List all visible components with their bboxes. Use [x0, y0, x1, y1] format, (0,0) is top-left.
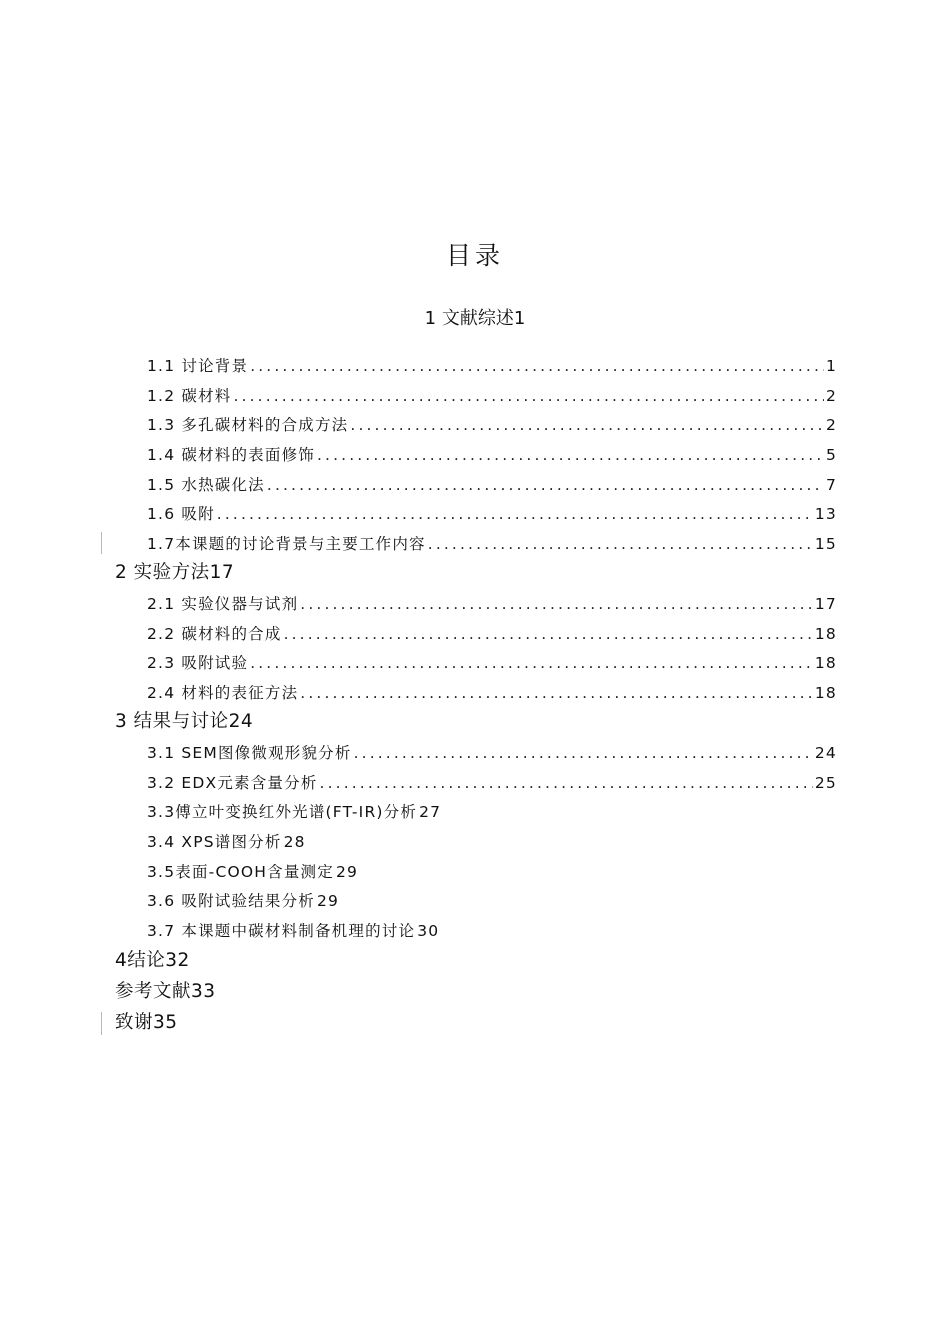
toc-entry-3-3 [147, 799, 441, 825]
toc-entry-page: 2 [825, 416, 837, 434]
toc-entry-page: 25 [814, 774, 837, 792]
dot-leader [233, 383, 823, 409]
toc-entry-page: 18 [814, 654, 837, 672]
toc-entry-1-4 [147, 442, 837, 468]
toc-entry-1-5 [147, 472, 837, 498]
toc-entry-page: 29 [335, 863, 359, 881]
toc-entry-page: 13 [814, 505, 837, 523]
toc-entry-page: 17 [814, 595, 837, 613]
toc-entry-page: 24 [814, 744, 837, 762]
toc-entry-1-1 [147, 353, 837, 379]
toc-entry-2-3 [147, 650, 837, 676]
chapter-4-heading: 4结论32 [115, 950, 190, 971]
toc-title: 目录 [445, 241, 504, 270]
dot-leader [428, 531, 813, 557]
toc-entry-page: 2 [825, 387, 837, 405]
toc-entry-label: 3.3傅立叶变换红外光谱(FT-IR)分析 [147, 803, 418, 821]
chapter-1-heading: 1 文献综述1 [424, 308, 526, 329]
toc-entry-label: 1.4 碳材料的表面修饰 [147, 446, 315, 464]
toc-entry-label: 3.2 EDX元素含量分析 [147, 774, 318, 792]
toc-entry-1-3 [147, 412, 837, 438]
toc-entry-page: 30 [417, 922, 440, 940]
dot-leader [320, 770, 813, 796]
toc-entry-3-6 [147, 888, 339, 914]
toc-entry-3-4 [147, 829, 306, 855]
toc-entry-label: 3.7 本课题中碳材料制备机理的讨论 [147, 922, 416, 940]
dot-leader [354, 740, 813, 766]
toc-entry-label: 2.2 碳材料的合成 [147, 625, 282, 643]
chapter-2-heading: 2 实验方法17 [115, 562, 235, 583]
toc-entry-2-1 [147, 591, 837, 617]
toc-entry-3-1 [147, 740, 837, 766]
change-bar [101, 1012, 102, 1035]
dot-leader [317, 442, 824, 468]
toc-entry-label: 3.5表面-COOH含量测定 [147, 863, 334, 881]
toc-entry-3-7 [147, 918, 439, 944]
change-bar [101, 532, 102, 554]
toc-entry-label: 3.1 SEM图像微观形貌分析 [147, 744, 352, 762]
toc-entry-label: 1.6 吸附 [147, 505, 215, 523]
dot-leader [267, 472, 824, 498]
toc-entry-page: 5 [825, 446, 837, 464]
toc-entry-label: 1.1 讨论背景 [147, 357, 249, 375]
dot-leader [217, 501, 813, 527]
dot-leader [300, 591, 813, 617]
dot-leader [300, 680, 813, 706]
toc-entry-page: 1 [825, 357, 837, 375]
toc-entry-1-7 [147, 531, 837, 557]
dot-leader [250, 650, 813, 676]
toc-entry-page: 28 [283, 833, 306, 851]
toc-entry-label: 3.4 XPS谱图分析 [147, 833, 282, 851]
toc-entry-label: 1.5 水热碳化法 [147, 476, 265, 494]
toc-entry-label: 1.7本课题的讨论背景与主要工作内容 [147, 535, 426, 553]
references-heading: 参考文献33 [115, 981, 216, 1002]
dot-leader [250, 353, 824, 379]
toc-entry-page: 29 [316, 892, 340, 910]
toc-entry-page: 27 [419, 803, 442, 821]
toc-entry-page: 15 [814, 535, 837, 553]
acknowledgements-heading: 致谢35 [115, 1012, 178, 1033]
toc-entry-2-2 [147, 621, 837, 647]
dot-leader [284, 621, 813, 647]
toc-entry-page: 7 [825, 476, 837, 494]
toc-entry-label: 1.3 多孔碳材料的合成方法 [147, 416, 349, 434]
toc-entry-page: 18 [814, 625, 837, 643]
toc-entry-page: 18 [814, 684, 837, 702]
dot-leader [350, 412, 824, 438]
toc-entry-3-2 [147, 770, 837, 796]
toc-entry-2-4 [147, 680, 837, 706]
toc-entry-label: 1.2 碳材料 [147, 387, 232, 405]
toc-entry-label: 3.6 吸附试验结果分析 [147, 892, 315, 910]
toc-entry-label: 2.1 实验仪器与试剂 [147, 595, 299, 613]
chapter-3-heading: 3 结果与讨论24 [115, 711, 254, 732]
toc-entry-label: 2.4 材料的表征方法 [147, 684, 299, 702]
toc-entry-1-6 [147, 501, 837, 527]
toc-entry-3-5 [147, 859, 358, 885]
toc-entry-1-2 [147, 383, 837, 409]
toc-entry-label: 2.3 吸附试验 [147, 654, 249, 672]
